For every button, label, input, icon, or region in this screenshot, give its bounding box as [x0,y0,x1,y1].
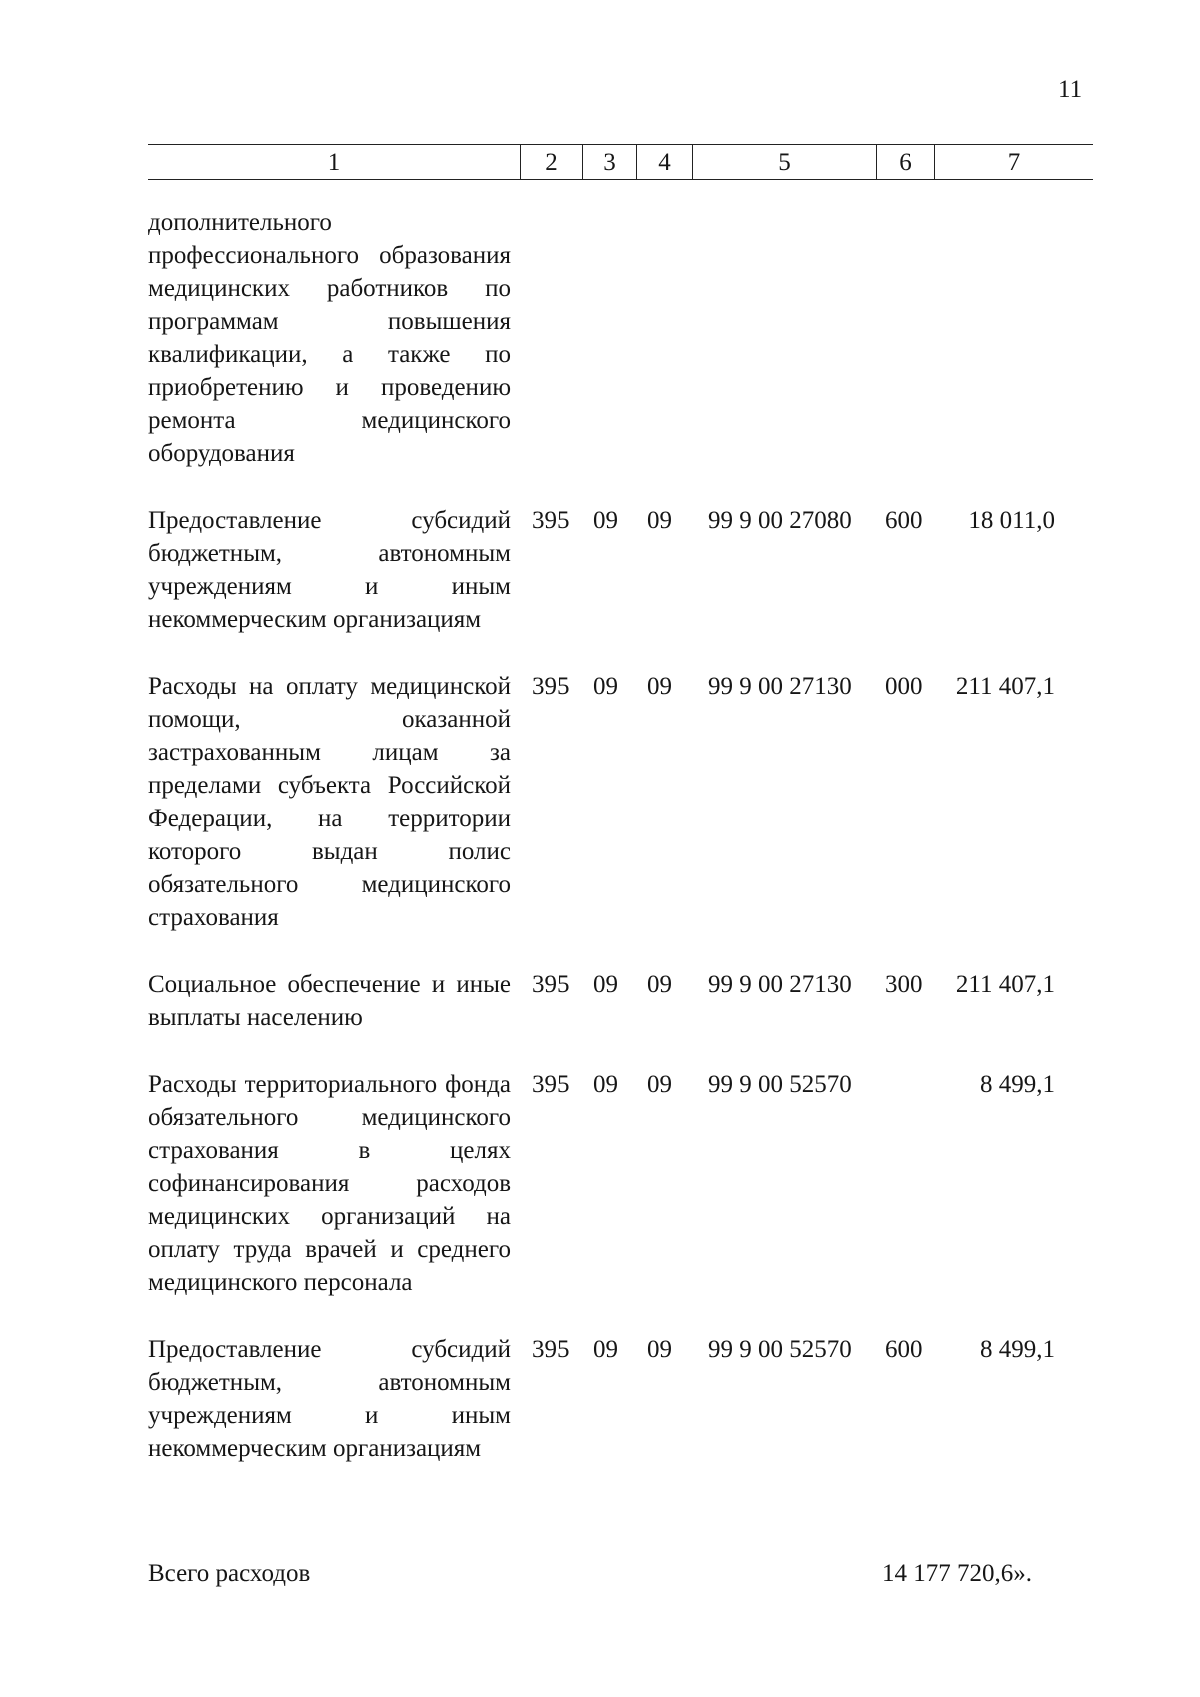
row-code-2: 395 [532,1071,570,1098]
row-code-4: 09 [647,1071,672,1098]
row-code-2: 395 [532,507,570,534]
table-row [148,1333,1093,1465]
table-row [148,504,1093,636]
column-header-7: 7 [934,145,1093,179]
row-description: Предоставление субсидий бюджетным, автономным учреждениям и иным некоммерческим организациям [148,1336,511,1462]
row-code-3: 09 [593,971,618,998]
column-header-6: 6 [876,145,934,179]
row-description: Расходы территориального фонда обязательного медицинского страхования в целях софинансирования расходов медицинских организаций на оплату труда врачей и среднего медицинского персонала [148,1071,511,1296]
row-amount: 8 499,1 [980,1071,1055,1098]
row-code-2: 395 [532,971,570,998]
row-code-6: 600 [885,1336,923,1363]
total-value: 14 177 720,6». [882,1560,1032,1587]
row-description: Предоставление субсидий бюджетным, автономным учреждениям и иным некоммерческим организациям [148,507,511,633]
column-header-3: 3 [582,145,636,179]
row-amount: 211 407,1 [955,971,1055,998]
row-code-2: 395 [532,1336,570,1363]
row-description: Расходы на оплату медицинской помощи, оказанной застрахованным лицам за пределами субъекта Российской Федерации, на территории которого выдан полис обязательного медицинского страхования [148,673,511,931]
row-code-5: 99 9 00 52570 [708,1071,852,1098]
row-amount: 211 407,1 [955,673,1055,700]
row-description: Социальное обеспечение и иные выплаты населению [148,971,511,1031]
table-row [148,206,1093,470]
table-body [148,206,1093,1499]
row-code-3: 09 [593,1071,618,1098]
row-code-3: 09 [593,507,618,534]
row-amount: 8 499,1 [980,1336,1055,1363]
row-code-5: 99 9 00 27080 [708,507,852,534]
row-code-3: 09 [593,1336,618,1363]
column-header-1: 1 [327,149,341,176]
row-code-6: 000 [885,673,923,700]
row-code-5: 99 9 00 52570 [708,1336,852,1363]
row-code-6: 600 [885,507,923,534]
row-amount: 18 011,0 [968,507,1055,534]
column-header-5: 5 [692,145,876,179]
row-code-4: 09 [647,507,672,534]
row-code-4: 09 [647,673,672,700]
column-header-4: 4 [636,145,692,179]
row-code-2: 395 [532,673,570,700]
row-code-5: 99 9 00 27130 [708,673,852,700]
table-row [148,968,1093,1034]
row-code-6: 300 [885,971,923,998]
row-code-3: 09 [593,673,618,700]
row-code-4: 09 [647,971,672,998]
column-header-2: 2 [520,145,582,179]
table-row [148,1068,1093,1299]
total-label: Всего расходов [148,1560,311,1587]
row-description: дополнительного профессионального образования медицинских работников по программам повышения квалификации, а также по приобретению и проведению ремонта медицинского оборудования [148,209,511,467]
page-number: 11 [1058,76,1083,103]
row-code-5: 99 9 00 27130 [708,971,852,998]
table-row [148,670,1093,934]
table-header [148,144,1093,180]
row-code-4: 09 [647,1336,672,1363]
